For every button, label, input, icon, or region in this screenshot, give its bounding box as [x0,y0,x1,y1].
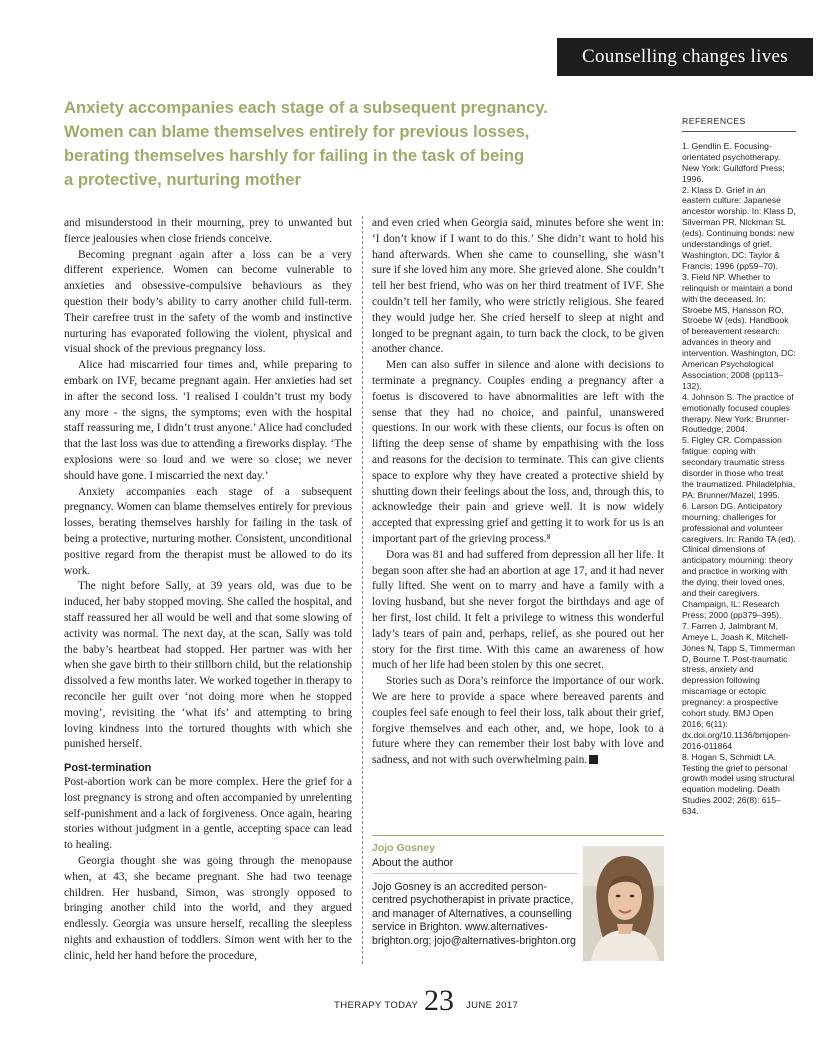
subheading-post-termination: Post-termination [64,762,152,775]
pullquote-line: a protective, nurturing mother [64,170,301,189]
references-sidebar [682,116,796,817]
paragraph: Becoming pregnant again after a loss can be a very different experience. Women can become vulnerable to anxieties and obsessive-compulsive behaviours as they question their body’s ability to carry another child full-term. Their carefree trust in the safety of the womb and instinctive nurturing has evaporated following the violent, physical and visual shock of the previous pregnancy loss. [64,248,352,356]
end-mark-icon [589,755,598,764]
reference-item: 3. Field NP. Whether to relinquish or maintain a bond with the deceased. In: Stroebe MS, Hansson RO, Stroebe W (eds). Handbook of bereavement research: advances in theory and intervention. Washington, DC: American Psychological Association; 2008 (pp113–132). [682,271,796,391]
article-column-1 [64,216,352,966]
author-portrait-icon [583,846,664,961]
pullquote-line: Anxiety accompanies each stage of a subsequent pregnancy. [64,98,548,117]
references-list [682,141,796,817]
column-divider [362,216,363,964]
pullquote-line: Women can blame themselves entirely for previous losses, [64,122,530,141]
author-divider [372,835,664,836]
paragraph: The night before Sally, at 39 years old, was due to be induced, her baby stopped moving. She called the hospital, and staff reassured her all would be well and that some slowing of activity was normal. The next day, at the scan, Sally was told the baby’s heartbeat had stopped. Her partner was with her when she gave birth to their stillborn child, but the relationship dissolved a few months later. We worked together in therapy to reconcile her guilt over ‘not doing more when he stopped moving’, revisiting the ‘what ifs’ and attempting to bring loving kindness into the tortured thoughts with which she punished herself. [64,580,352,751]
magazine-name: THERAPY TODAY [334,1000,419,1011]
reference-item: 1. Gendlin E. Focusing-orientated psychotherapy. New York: Guildford Press; 1996. [682,140,785,184]
author-photo [583,846,664,961]
about-author-label: About the author [372,857,454,869]
section-title-tab [557,38,813,76]
author-bio: Jojo Gosney is an accredited person-centred psychotherapist in private practice, and manager of Alternatives, a counselling service in Brighton. www.alternatives-brighton.org; jojo@alternatives-brighton.org [372,881,576,947]
paragraph: Post-abortion work can be more complex. Here the grief for a lost pregnancy is strong and often accompanied by unrelenting self-punishment and a lack of forgiveness. Once again, hearing stories without judgment in a gentle, accepting space can lead to healing. [64,776,352,852]
paragraph-text: Stories such as Dora’s reinforce the importance of our work. We are here to provide a space where bereaved parents and couples feel safe enough to feel their loss, talk about their grief, forgive themselves and each other, and, we hope, look to a future where they can remember their lost baby with love and sadness, and not with such overwhelming pain. [372,675,664,767]
references-title: REFERENCES [682,116,746,126]
paragraph: Dora was 81 and had suffered from depression all her life. It began soon after she had an abortion at age 17, and it had never fully lifted. She went on to marry and have a family with a loving husband, but she never forgot the birthdays and age of her first, lost child. It felt a privilege to witness this wonderful lady’s tears of pain and, perhaps, relief, as she poured out her story for the first time. With this came an awareness of how much of her life had been stolen by this one secret. [372,548,664,672]
paragraph [372,674,664,769]
article-column-2 [372,216,664,816]
references-divider [682,131,796,132]
paragraph: and misunderstood in their mourning, prey to unwanted but fierce jealousies when close friends conceive. [64,217,352,245]
issue-date: JUNE 2017 [466,1000,519,1011]
paragraph: Men can also suffer in silence and alone with decisions to terminate a pregnancy. Couples ending a pregnancy after a foetus is discovered to have abnormalities are left with the sense that they had no choice, and painful, unanswered questions. In our work with these clients, our focus is often on lifting the deep sense of shame by empathising with the loss and reasons for the decision to terminate. This can give clients space to explore why they have created a protective shield by shutting down their feelings about the loss, and, through this, to acknowledge their pain and grieve well. It is now widely accepted that expressing grief and getting it to work for us is an important part of the grieving process.⁸ [372,359,664,545]
author-name: Jojo Gosney [372,842,436,854]
reference-item: 2. Klass D. Grief in an eastern culture: Japanese ancestor worship. In: Klass D, Silverman PR, Nickman SL (eds). Continuing bonds: new understandings of grief. Washington, DC: Taylor & Francis; 1996 (pp59–70). [682,184,796,271]
reference-item: 6. Larson DG. Anticipatory mourning: challenges for professional and volunteer caregivers. In: Rando TA (ed). Clinical dimensions of anticipatory mourning: theory and practice in working with the dying, their loved ones, and their caregivers. Champaign, IL: Research Press; 2000 (pp379–395). [682,500,796,620]
pullquote-line: berating themselves harshly for failing in the task of being [64,146,525,165]
reference-item: 8. Hogan S, Schmidt LA. Testing the grief to personal growth model using structural equation modeling. Death Studies 2002; 26(8): 615–634. [682,751,795,817]
reference-item: 7. Farren J, Jalmbrant M, Ameye L, Joash K, Mitchell-Jones N, Tapp S, Timmerman D, Bourne T. Post-traumatic stress, anxiety and depression following miscarriage or ectopic pregnancy: a prospective cohort study. BMJ Open 2016; 6(11): dx.doi.org/10.1136/bmjopen-2016-011864 [682,620,796,751]
section-title: Counselling changes lives [582,46,788,67]
author-thin-divider [372,873,578,874]
pullquote [64,96,664,192]
paragraph: Georgia thought she was going through the menopause when, at 43, she became pregnant. She had two teenage children. Her husband, Simon, was strongly opposed to bringing another child into the world, and they argued endlessly. Georgia was unsure herself, recalling the sleepless nights and exhaustion of toddlers. Simon went with her to the clinic, held her hand before the procedure, [64,855,352,962]
page-footer [0,984,836,1018]
reference-item: 4. Johnson S. The practice of emotionally focused couples therapy. New York: Brunner-Routledge; 2004. [682,391,794,435]
paragraph: Alice had miscarried four times and, while preparing to embark on IVF, became pregnant again. Her anxieties had set in after the second loss. ‘I realised I couldn’t trust my body any more - the signs, the symptoms; even with the hospital staff reassuring me, I didn’t trust anyone.’ Alice had concluded that the last loss was due to attending a fireworks display. ‘The explosions were so loud and we were so close; we never should have gone. I miscarried the next day.’ [64,359,352,482]
reference-item: 5. Figley CR. Compassion fatigue: coping with secondary traumatic stress disorder in those who treat the traumatized. Philadelphia, PA: Brunner/Mazel; 1995. [682,435,796,500]
page-number: 23 [424,984,454,1017]
paragraph: and even cried when Georgia said, minutes before she went in: ‘I don’t know if I want to do this.’ She didn’t want to hold his hand afterwards. When she came to counselling, she wasn’t sure if she loved him any more. She grieved alone. She couldn’t tell her best friend, who was on her third treatment of IVF. She couldn’t tell her family, who were strictly religious. She feared they would judge her. She cried herself to sleep at night and longed to be pregnant again, to turn back the clock, to be given another chance. [372,217,664,356]
paragraph: Anxiety accompanies each stage of a subsequent pregnancy. Women can blame themselves entirely for previous losses, berating themselves harshly for failing in the task of being a protective, nurturing mother. Consistent, unconditional positive regard from the therapist must be allowed to do its work. [64,485,352,577]
